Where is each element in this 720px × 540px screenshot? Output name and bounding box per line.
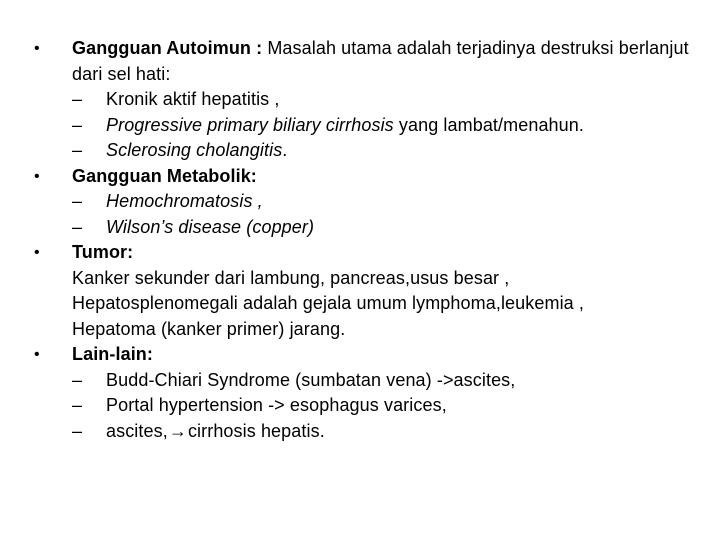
- item-heading: Gangguan Autoimun :: [72, 38, 263, 58]
- sub-item-text: Budd-Chiari Syndrome (sumbatan vena) ->ascites,: [106, 369, 516, 390]
- sub-item: [72, 368, 710, 394]
- slide-content: [34, 36, 710, 444]
- bullet-icon: •: [34, 244, 40, 261]
- sub-item-text: yang lambat/menahun.: [393, 114, 584, 135]
- bullet-item-metabolik: [34, 164, 710, 241]
- sub-item-italic-text: Wilson’s disease (copper): [106, 216, 315, 237]
- bullet-icon: •: [34, 167, 40, 185]
- item-text: Masalah utama adalah terjadinya destruksi berlanjut dari sel hati:: [72, 38, 689, 84]
- bullet-item-autoimun: [34, 36, 710, 164]
- dash-icon: –: [72, 140, 83, 160]
- sub-item: [72, 113, 710, 139]
- bullet-icon: •: [34, 40, 40, 57]
- sub-item-text-after-arrow: cirrhosis hepatis.: [187, 420, 325, 441]
- dash-icon: –: [72, 191, 83, 211]
- item-line: Hepatosplenomegali adalah gejala umum lymphoma,leukemia ,: [72, 293, 584, 313]
- dash-icon: –: [72, 89, 83, 109]
- bullet-icon: •: [34, 346, 40, 363]
- dash-icon: –: [72, 369, 83, 390]
- sub-item-italic-text: Progressive primary biliary cirrhosis: [106, 114, 394, 135]
- item-heading: Tumor:: [72, 242, 134, 262]
- dash-icon: –: [72, 216, 83, 237]
- sub-item: [72, 138, 710, 164]
- arrow-right-icon: →: [168, 420, 187, 441]
- sub-item-text: ascites,: [106, 420, 168, 441]
- dash-icon: –: [72, 420, 83, 441]
- bullet-item-lain-lain: [34, 342, 710, 444]
- item-line: Kanker sekunder dari lambung, pancreas,usus besar ,: [72, 267, 510, 288]
- sub-item: [72, 215, 710, 241]
- item-heading: Gangguan Metabolik:: [72, 165, 257, 186]
- sub-item: [72, 393, 710, 419]
- sub-item-text: .: [282, 140, 288, 160]
- sub-item-italic-text: Hemochromatosis ,: [106, 191, 263, 211]
- dash-icon: –: [72, 395, 83, 415]
- item-paragraph: [72, 36, 710, 87]
- sub-item-italic-text: Sclerosing cholangitis: [106, 140, 283, 160]
- sub-item-text: Kronik aktif hepatitis ,: [106, 89, 280, 109]
- item-heading: Lain-lain:: [72, 344, 153, 364]
- sub-item-text: Portal hypertension -> esophagus varices,: [106, 395, 447, 415]
- dash-icon: –: [72, 114, 83, 135]
- bullet-item-tumor: [34, 240, 710, 342]
- sub-item: [72, 419, 710, 445]
- item-line: Hepatoma (kanker primer) jarang.: [72, 318, 346, 339]
- sub-item: [72, 87, 710, 113]
- sub-item: [72, 189, 710, 215]
